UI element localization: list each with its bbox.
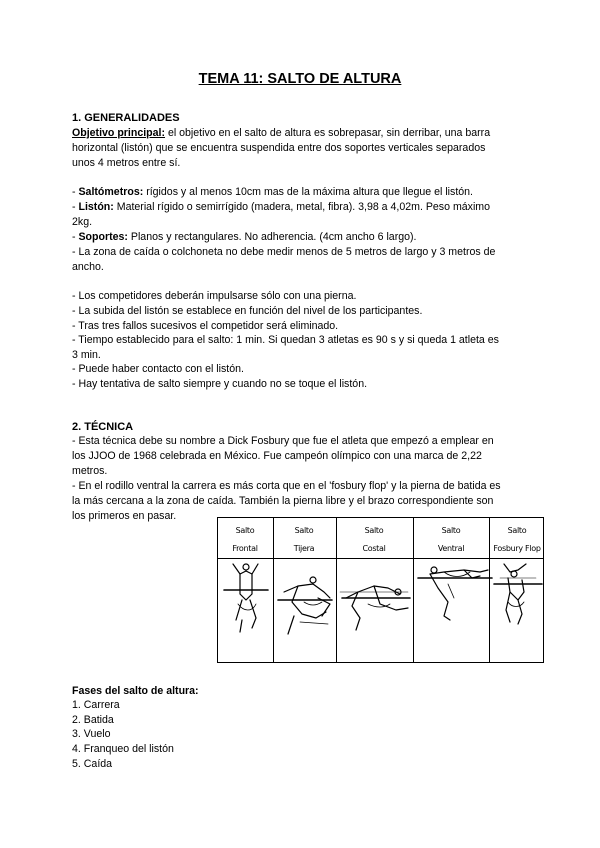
jumper-illustrations xyxy=(218,558,543,662)
phase-item: 4. Franqueo del listón xyxy=(72,743,174,755)
phases-heading: Fases del salto de altura: xyxy=(72,685,199,697)
phase-item: 3. Vuelo xyxy=(72,728,111,740)
material-soportes: - Soportes: Planos y rectangulares. No adherencia. (4cm ancho 6 largo). xyxy=(72,231,417,243)
material-colchoneta: - La zona de caída o colchoneta no debe medir menos de 5 metros de largo y 3 metros de xyxy=(72,246,496,258)
phase-item: 5. Caída xyxy=(72,758,113,770)
technique-line: metros. xyxy=(72,465,108,477)
rule-line: - Los competidores deberán impulsarse sólo con una pierna. xyxy=(72,290,357,302)
phase-item: 1. Carrera xyxy=(72,699,120,711)
jump-styles-figure xyxy=(217,517,544,663)
technique-line: los JJOO de 1968 celebrada en México. Fue campeón olímpico con una marca de 2,22 xyxy=(72,450,482,462)
column-header-fosbury: Salto Fosbury Flop xyxy=(493,526,541,553)
technique-line: los primeros en pasar. xyxy=(72,510,177,522)
material-colchoneta-cont: ancho. xyxy=(72,261,104,273)
rule-line: 3 min. xyxy=(72,349,101,361)
column-header-frontal: Salto Frontal xyxy=(232,526,258,553)
ventral-jumper-icon xyxy=(418,567,492,620)
technique-line: la más cercana a la zona de caída. También la pierna libre y el brazo correspondiente son xyxy=(72,495,494,507)
column-header-costal: Salto Costal xyxy=(362,526,386,553)
rule-line: - Tras tres fallos sucesivos el competidor será eliminado. xyxy=(72,320,339,332)
objective-line-2: horizontal (listón) que se encuentra suspendida entre dos soportes verticales separados xyxy=(72,142,486,154)
objective-line-1: Objetivo principal: el objetivo en el salto de altura es sobrepasar, sin derribar, una barra xyxy=(72,127,491,139)
section-2-heading: 2. TÉCNICA xyxy=(72,421,134,433)
rule-line: - Puede haber contacto con el listón. xyxy=(72,363,244,375)
technique-line: - En el rodillo ventral la carrera es más corta que en el 'fosbury flop' y la pierna de batida es xyxy=(72,480,501,492)
material-liston: - Listón: Material rígido o semirrígido (madera, metal, fibra). 3,98 a 4,02m. Peso máximo xyxy=(72,201,491,213)
objective-line-3: unos 4 metros entre sí. xyxy=(72,157,181,169)
frontal-jumper-icon xyxy=(224,564,268,632)
rule-line: - La subida del listón se establece en función del nivel de los participantes. xyxy=(72,305,423,317)
material-liston-cont: 2kg. xyxy=(72,216,93,228)
material-saltometros: - Saltómetros: rígidos y al menos 10cm mas de la máxima altura que llegue el listón. xyxy=(72,186,473,198)
technique-line: - Esta técnica debe su nombre a Dick Fosbury que fue el atleta que empezó a emplear en xyxy=(72,435,494,447)
section-1-heading: 1. GENERALIDADES xyxy=(72,112,180,124)
rule-line: - Hay tentativa de salto siempre y cuando no se toque el listón. xyxy=(72,378,368,390)
page-title: TEMA 11: SALTO DE ALTURA xyxy=(198,71,402,87)
rule-line: - Tiempo establecido para el salto: 1 min. Si quedan 3 atletas es 90 s y si queda 1 atleta es xyxy=(72,334,499,346)
tijera-jumper-icon xyxy=(278,577,332,634)
column-header-ventral: Salto Ventral xyxy=(437,526,465,553)
objective-label: Objetivo principal: xyxy=(72,127,166,139)
phase-item: 2. Batida xyxy=(72,714,114,726)
fosbury-jumper-icon xyxy=(494,564,542,624)
costal-jumper-icon xyxy=(340,586,410,630)
column-header-tijera: Salto Tijera xyxy=(293,526,315,553)
